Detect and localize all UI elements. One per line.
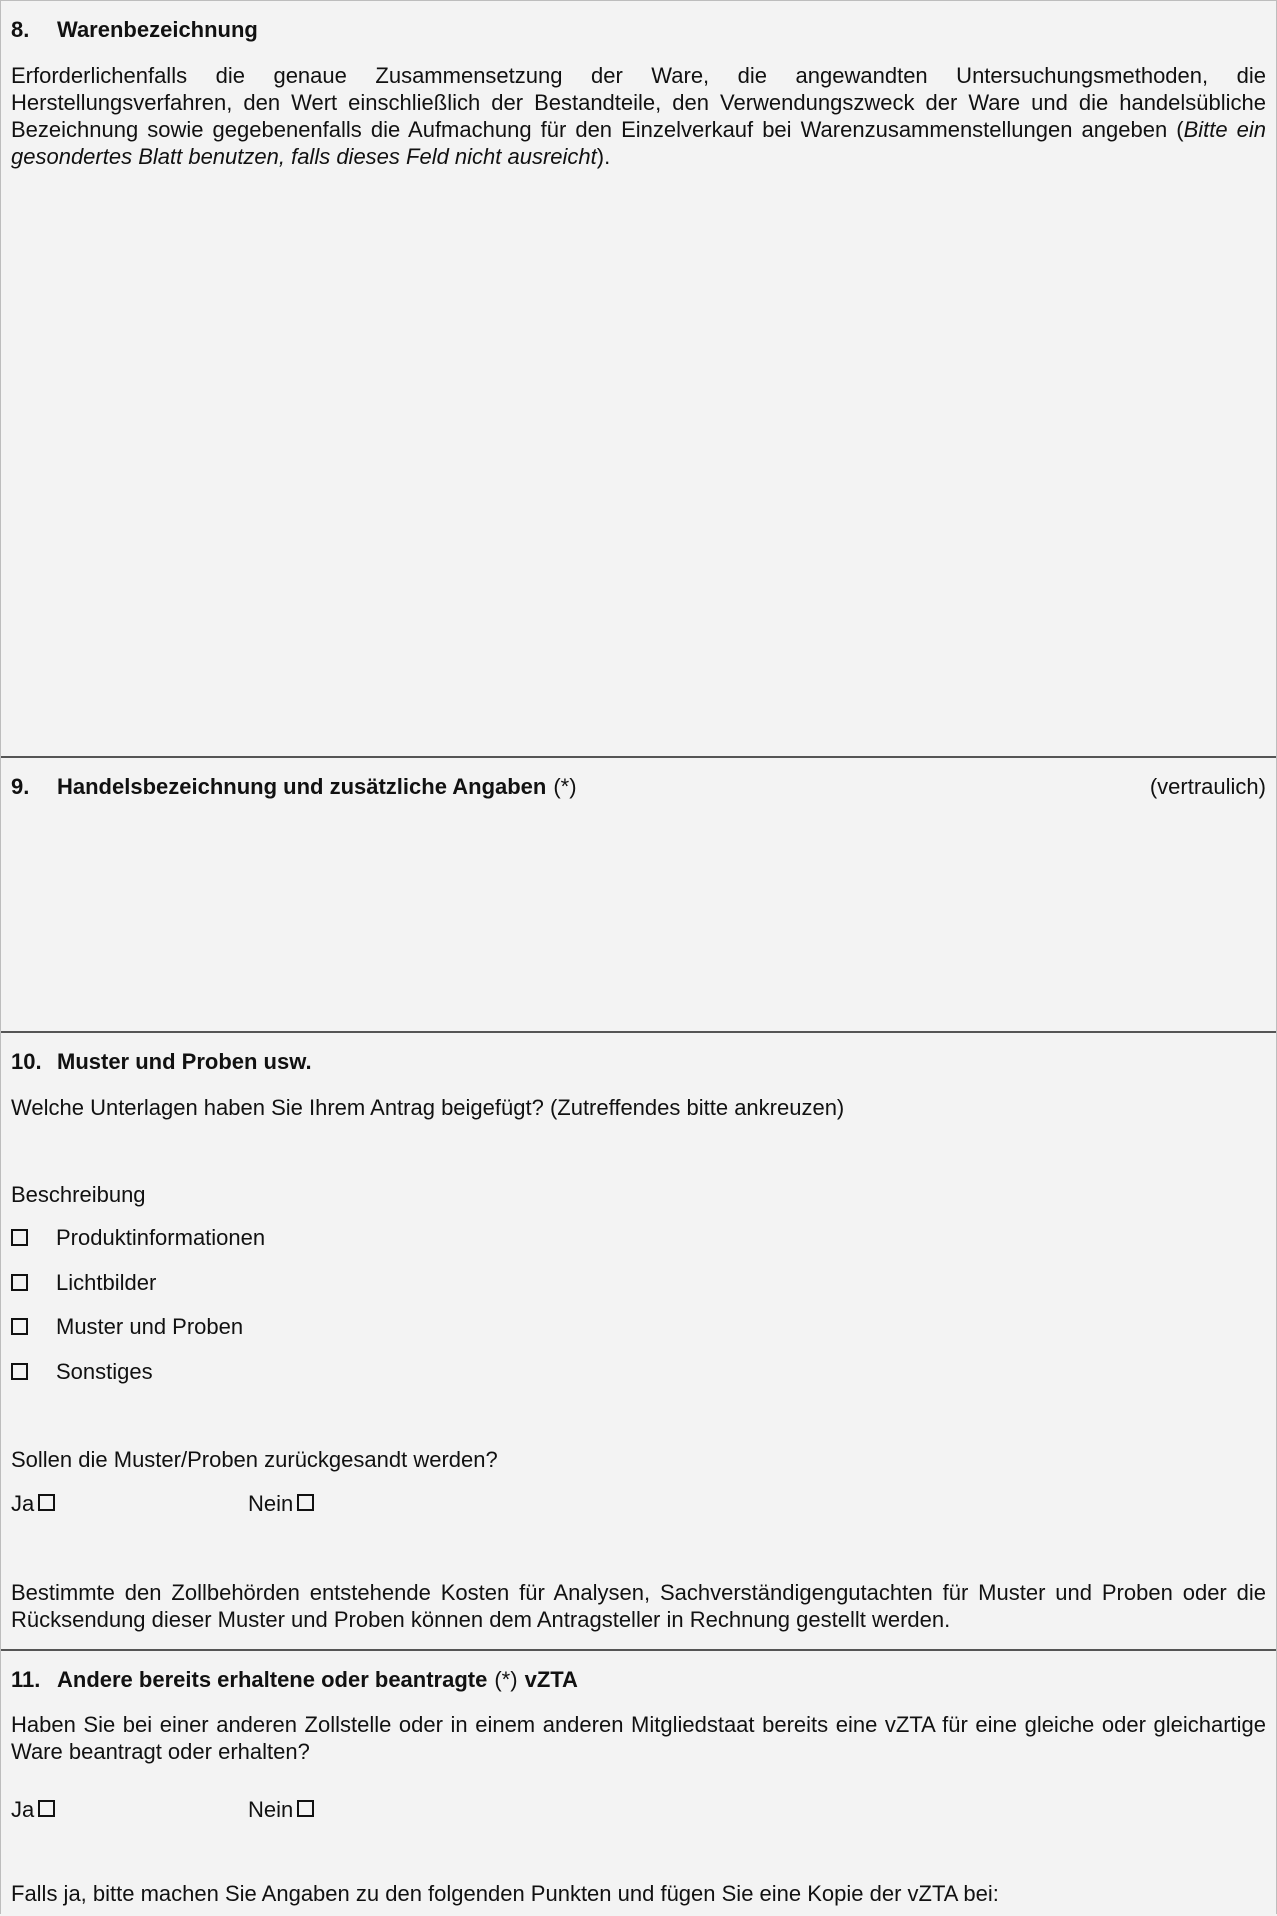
section-9-trade-name bbox=[1, 758, 1276, 1033]
option-label: Sonstiges bbox=[56, 1359, 153, 1384]
instructions-text-end: ). bbox=[596, 144, 611, 169]
section-8-instructions bbox=[11, 62, 1266, 170]
section-title-suffix: vZTA bbox=[524, 1667, 578, 1692]
checkbox-yes[interactable] bbox=[38, 1800, 55, 1817]
instructions-italic-note: Bitte ein gesondertes Blatt benutzen, falls dieses Feld nicht ausreicht bbox=[11, 117, 1266, 169]
option-other[interactable] bbox=[11, 1358, 153, 1385]
checkbox[interactable] bbox=[11, 1274, 28, 1291]
section-8-heading bbox=[11, 17, 1266, 43]
section-11-heading bbox=[11, 1667, 1266, 1693]
yes-label: Ja bbox=[11, 1797, 35, 1822]
confidential-label: (vertraulich) bbox=[1149, 774, 1266, 799]
other-bti-followup: Falls ja, bitte machen Sie Angaben zu den folgenden Punkten und fügen Sie eine Kopie der vZTA bei: bbox=[11, 1881, 999, 1906]
other-bti-no[interactable] bbox=[248, 1796, 314, 1823]
instructions-text: Erforderlichenfalls die genaue Zusammensetzung der Ware, die angewandten Untersuchungsmethoden, die Herstellungsverfahren, den Wert einschließlich der Bestandteile, den Verwendungszweck der Ware und die handelsübliche Bezeichnung sowie gegebenenfalls die Aufmachung für den Einzelverkauf bei Warenzusammenstellungen angeben ( bbox=[11, 63, 1266, 142]
section-title: Handelsbezeichnung und zusätzliche Angaben bbox=[57, 774, 547, 799]
optional-marker: (*) bbox=[494, 1667, 518, 1692]
section-number: 10. bbox=[11, 1049, 42, 1074]
checkbox-yes[interactable] bbox=[38, 1494, 55, 1511]
no-label: Nein bbox=[248, 1491, 294, 1516]
section-number: 9. bbox=[11, 774, 30, 799]
no-label: Nein bbox=[248, 1797, 294, 1822]
checkbox-no[interactable] bbox=[297, 1494, 314, 1511]
return-no[interactable] bbox=[248, 1490, 314, 1517]
option-label: Muster und Proben bbox=[56, 1314, 244, 1339]
section-9-heading bbox=[11, 774, 1266, 800]
option-samples[interactable] bbox=[11, 1313, 243, 1340]
checkbox-no[interactable] bbox=[297, 1800, 314, 1817]
checkbox[interactable] bbox=[11, 1318, 28, 1335]
checkbox[interactable] bbox=[11, 1363, 28, 1380]
section-title: Andere bereits erhaltene oder beantragte bbox=[57, 1667, 488, 1692]
attachments-question: Welche Unterlagen haben Sie Ihrem Antrag beigefügt? (Zutreffendes bitte ankreuzen) bbox=[11, 1095, 845, 1120]
trade-name-field[interactable] bbox=[1, 814, 1276, 1031]
section-10-heading bbox=[11, 1049, 1266, 1075]
return-yes[interactable] bbox=[11, 1490, 55, 1517]
costs-note: Bestimmte den Zollbehörden entstehende Kosten für Analysen, Sachverständigengutachten für Muster und Proben oder die Rücksendung dieser Muster und Proben können dem Antragsteller in Rechnung gestellt werden. bbox=[11, 1580, 1266, 1632]
section-8-goods-description bbox=[1, 1, 1276, 758]
section-10-samples bbox=[1, 1033, 1276, 1651]
goods-description-field[interactable] bbox=[1, 176, 1276, 756]
section-number: 11. bbox=[11, 1667, 41, 1692]
checkbox[interactable] bbox=[11, 1229, 28, 1246]
option-product-information[interactable] bbox=[11, 1224, 265, 1251]
optional-marker: (*) bbox=[553, 774, 577, 799]
return-samples-question: Sollen die Muster/Proben zurückgesandt werden? bbox=[11, 1447, 498, 1472]
yes-label: Ja bbox=[11, 1491, 35, 1516]
section-title: Muster und Proben usw. bbox=[57, 1049, 312, 1074]
section-11-other-bti bbox=[1, 1651, 1276, 1916]
option-photographs[interactable] bbox=[11, 1269, 156, 1296]
section-number: 8. bbox=[11, 17, 30, 42]
other-bti-yes[interactable] bbox=[11, 1796, 55, 1823]
section-title: Warenbezeichnung bbox=[57, 17, 258, 42]
description-label: Beschreibung bbox=[11, 1182, 146, 1207]
other-bti-question: Haben Sie bei einer anderen Zollstelle oder in einem anderen Mitgliedstaat bereits eine vZTA für eine gleiche oder gleichartige Ware beantragt oder erhalten? bbox=[11, 1712, 1266, 1764]
option-label: Produktinformationen bbox=[56, 1225, 266, 1250]
option-label: Lichtbilder bbox=[56, 1270, 157, 1295]
